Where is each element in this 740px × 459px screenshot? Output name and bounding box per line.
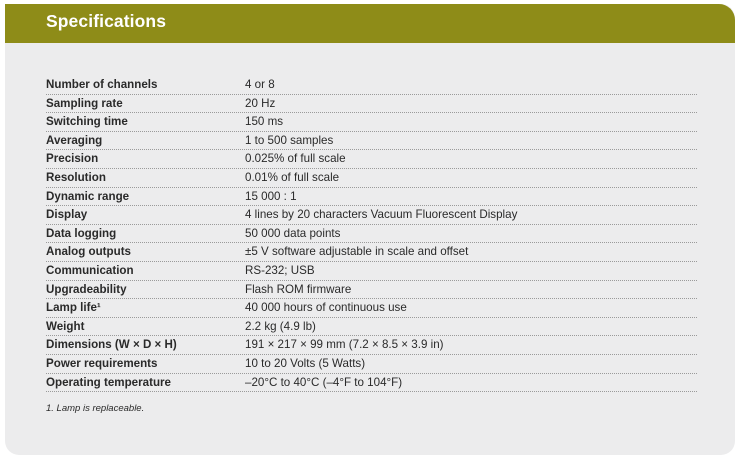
spec-label: Number of channels xyxy=(46,78,158,91)
spec-value: 191 × 217 × 99 mm (7.2 × 8.5 × 3.9 in) xyxy=(245,338,444,352)
spec-value: 2.2 kg (4.9 lb) xyxy=(245,319,316,333)
table-row xyxy=(46,374,697,393)
spec-label: Switching time xyxy=(46,115,128,129)
table-row xyxy=(46,281,697,300)
spec-label: Dynamic range xyxy=(46,189,130,203)
spec-label: Display xyxy=(46,208,88,222)
spec-value: 40 000 hours of continuous use xyxy=(245,301,407,315)
spec-value: 150 ms xyxy=(245,115,284,129)
spec-value: Flash ROM firmware xyxy=(245,282,352,296)
spec-label: Communication xyxy=(46,263,134,277)
table-row xyxy=(46,262,697,281)
table-row xyxy=(46,76,697,95)
table-row xyxy=(46,169,697,188)
table-row xyxy=(46,318,697,337)
table-row xyxy=(46,243,697,262)
spec-label: Dimensions (W × D × H) xyxy=(46,338,177,352)
spec-label: Weight xyxy=(46,319,85,333)
spec-label: Precision xyxy=(46,152,99,166)
spec-label: Resolution xyxy=(46,170,106,184)
spec-value: 0.025% of full scale xyxy=(245,152,346,166)
spec-value: 50 000 data points xyxy=(245,226,341,240)
spec-label: Upgradeability xyxy=(46,282,127,296)
spec-value: 4 lines by 20 characters Vacuum Fluorescent Display xyxy=(245,208,518,222)
spec-value: 10 to 20 Volts (5 Watts) xyxy=(245,356,366,370)
footnote: 1. Lamp is replaceable. xyxy=(46,403,145,414)
spec-label: Data logging xyxy=(46,226,117,240)
table-row xyxy=(46,188,697,207)
specifications-panel xyxy=(5,4,735,455)
spec-label: Analog outputs xyxy=(46,245,132,259)
spec-value: 4 or 8 xyxy=(245,78,275,91)
page-title: Specifications xyxy=(46,11,167,31)
spec-label: Averaging xyxy=(46,133,103,147)
spec-label: Operating temperature xyxy=(46,375,171,389)
spec-value: RS-232; USB xyxy=(245,263,315,277)
table-row xyxy=(46,355,697,374)
header-bar xyxy=(5,4,735,43)
spec-value: 0.01% of full scale xyxy=(245,170,340,184)
specifications-table xyxy=(46,76,697,392)
spec-value: 20 Hz xyxy=(245,96,276,110)
table-row xyxy=(46,150,697,169)
spec-value: –20°C to 40°C (–4°F to 104°F) xyxy=(245,375,403,389)
table-row xyxy=(46,299,697,318)
spec-label: Sampling rate xyxy=(46,96,123,110)
table-row xyxy=(46,95,697,114)
table-row xyxy=(46,132,697,151)
spec-label: Lamp life¹ xyxy=(46,301,101,315)
spec-label: Power requirements xyxy=(46,356,158,370)
spec-value: 15 000 : 1 xyxy=(245,189,297,203)
spec-value: 1 to 500 samples xyxy=(245,133,334,147)
table-row xyxy=(46,225,697,244)
table-row xyxy=(46,113,697,132)
table-row xyxy=(46,336,697,355)
table-row xyxy=(46,206,697,225)
spec-value: ±5 V software adjustable in scale and offset xyxy=(245,245,469,259)
